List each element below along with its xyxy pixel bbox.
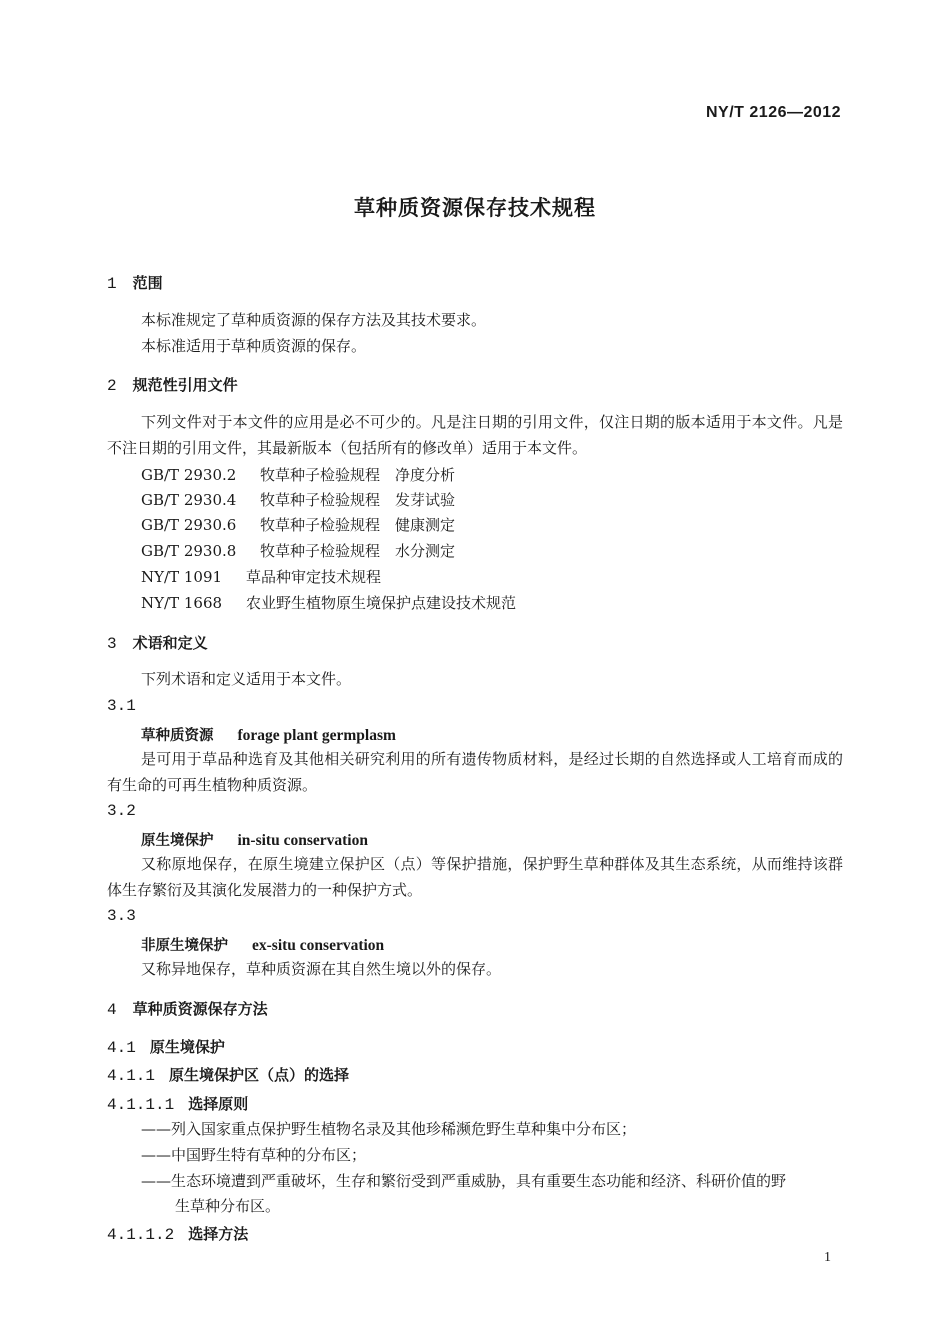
section-title: 范围 — [132, 274, 163, 292]
term-number: 3.1 — [107, 697, 136, 715]
reference-code: NY/T 1091 — [141, 568, 223, 586]
section-title: 术语和定义 — [132, 634, 208, 652]
term-chinese: 草种质资源 — [141, 728, 214, 744]
reference-title: 草品种审定技术规程 — [246, 568, 382, 586]
section-number: 1 — [107, 275, 117, 293]
reference-code: GB/T 2930.6 — [141, 516, 237, 534]
reference-title: 农业野生植物原生境保护点建设技术规范 — [246, 594, 517, 612]
section-title: 原生境保护区（点）的选择 — [169, 1066, 350, 1084]
reference-title: 牧草种子检验规程 健康测定 — [260, 516, 456, 534]
term-heading — [141, 724, 396, 745]
section-title: 规范性引用文件 — [132, 376, 238, 394]
paragraph: 下列术语和定义适用于本文件。 — [141, 670, 352, 688]
paragraph: 本标准适用于草种质资源的保存。 — [141, 337, 367, 355]
term-heading — [141, 934, 384, 955]
subsection-4-1-1-heading — [107, 1064, 349, 1085]
paragraph: 下列文件对于本文件的应用是必不可少的。凡是注日期的引用文件，仅注日期的版本适用于本文件。凡是不注日期的引用文件，其最新版本（包括所有的修改单）适用于本文件。 — [107, 413, 843, 457]
term-number: 3.2 — [107, 802, 136, 820]
list-item-continuation: 生草种分布区。 — [175, 1197, 281, 1215]
section-title: 选择方法 — [188, 1225, 249, 1243]
section-number: 3 — [107, 635, 117, 653]
reference-code: GB/T 2930.8 — [141, 542, 237, 560]
standard-code: NY/T 2126—2012 — [706, 104, 842, 121]
reference-title: 牧草种子检验规程 净度分析 — [260, 466, 456, 484]
reference-item — [141, 514, 455, 535]
term-definition: 是可用于草品种选育及其他相关研究利用的所有遗传物质材料，是经过长期的自然选择或人工培育而成的有生命的可再生植物种质资源。 — [107, 750, 843, 794]
reference-item — [141, 592, 516, 613]
reference-code: GB/T 2930.4 — [141, 491, 237, 509]
section-1-heading — [107, 272, 163, 293]
page-number: 1 — [824, 1250, 831, 1265]
reference-code: NY/T 1668 — [141, 594, 223, 612]
term-chinese: 非原生境保护 — [141, 938, 228, 954]
term-english: forage plant germplasm — [237, 727, 396, 744]
term-definition: 又称异地保存，草种质资源在其自然生境以外的保存。 — [141, 960, 502, 978]
reference-code: GB/T 2930.2 — [141, 466, 237, 484]
subsection-4-1-heading — [107, 1036, 225, 1057]
reference-item — [141, 540, 455, 561]
subsection-4-1-1-1-heading — [107, 1093, 248, 1114]
section-number: 4.1.1.2 — [107, 1226, 175, 1244]
section-number: 4.1.1.1 — [107, 1096, 175, 1114]
subsection-4-1-1-2-heading — [107, 1223, 248, 1244]
term-english: ex-situ conservation — [252, 937, 385, 954]
section-title: 原生境保护 — [149, 1038, 225, 1056]
reference-item — [141, 464, 455, 485]
section-4-heading — [107, 998, 268, 1019]
section-3-heading — [107, 632, 208, 653]
section-2-heading — [107, 374, 238, 395]
term-heading — [141, 829, 368, 850]
section-number: 4.1 — [107, 1039, 136, 1057]
reference-title: 牧草种子检验规程 发芽试验 — [260, 491, 456, 509]
reference-item — [141, 566, 381, 587]
term-definition: 又称原地保存，在原生境建立保护区（点）等保护措施，保护野生草种群体及其生态系统，从而维持该群体生存繁衍及其演化发展潜力的一种保护方式。 — [107, 855, 843, 899]
reference-item — [141, 489, 455, 510]
term-chinese: 原生境保护 — [141, 833, 214, 849]
list-item: ——列入国家重点保护野生植物名录及其他珍稀濒危野生草种集中分布区； — [141, 1120, 637, 1138]
section-title: 草种质资源保存方法 — [132, 1000, 268, 1018]
section-title: 选择原则 — [188, 1095, 249, 1113]
reference-title: 牧草种子检验规程 水分测定 — [260, 542, 456, 560]
term-english: in-situ conservation — [237, 832, 368, 849]
list-item: ——生态环境遭到严重破坏，生存和繁衍受到严重威胁，具有重要生态功能和经济、科研价值的野 — [141, 1172, 787, 1190]
term-number: 3.3 — [107, 907, 136, 925]
list-item: ——中国野生特有草种的分布区； — [141, 1146, 367, 1164]
section-number: 4.1.1 — [107, 1067, 156, 1085]
document-title: 草种质资源保存技术规程 — [354, 196, 596, 220]
section-number: 2 — [107, 377, 117, 395]
paragraph: 本标准规定了草种质资源的保存方法及其技术要求。 — [141, 311, 487, 329]
section-number: 4 — [107, 1001, 117, 1019]
